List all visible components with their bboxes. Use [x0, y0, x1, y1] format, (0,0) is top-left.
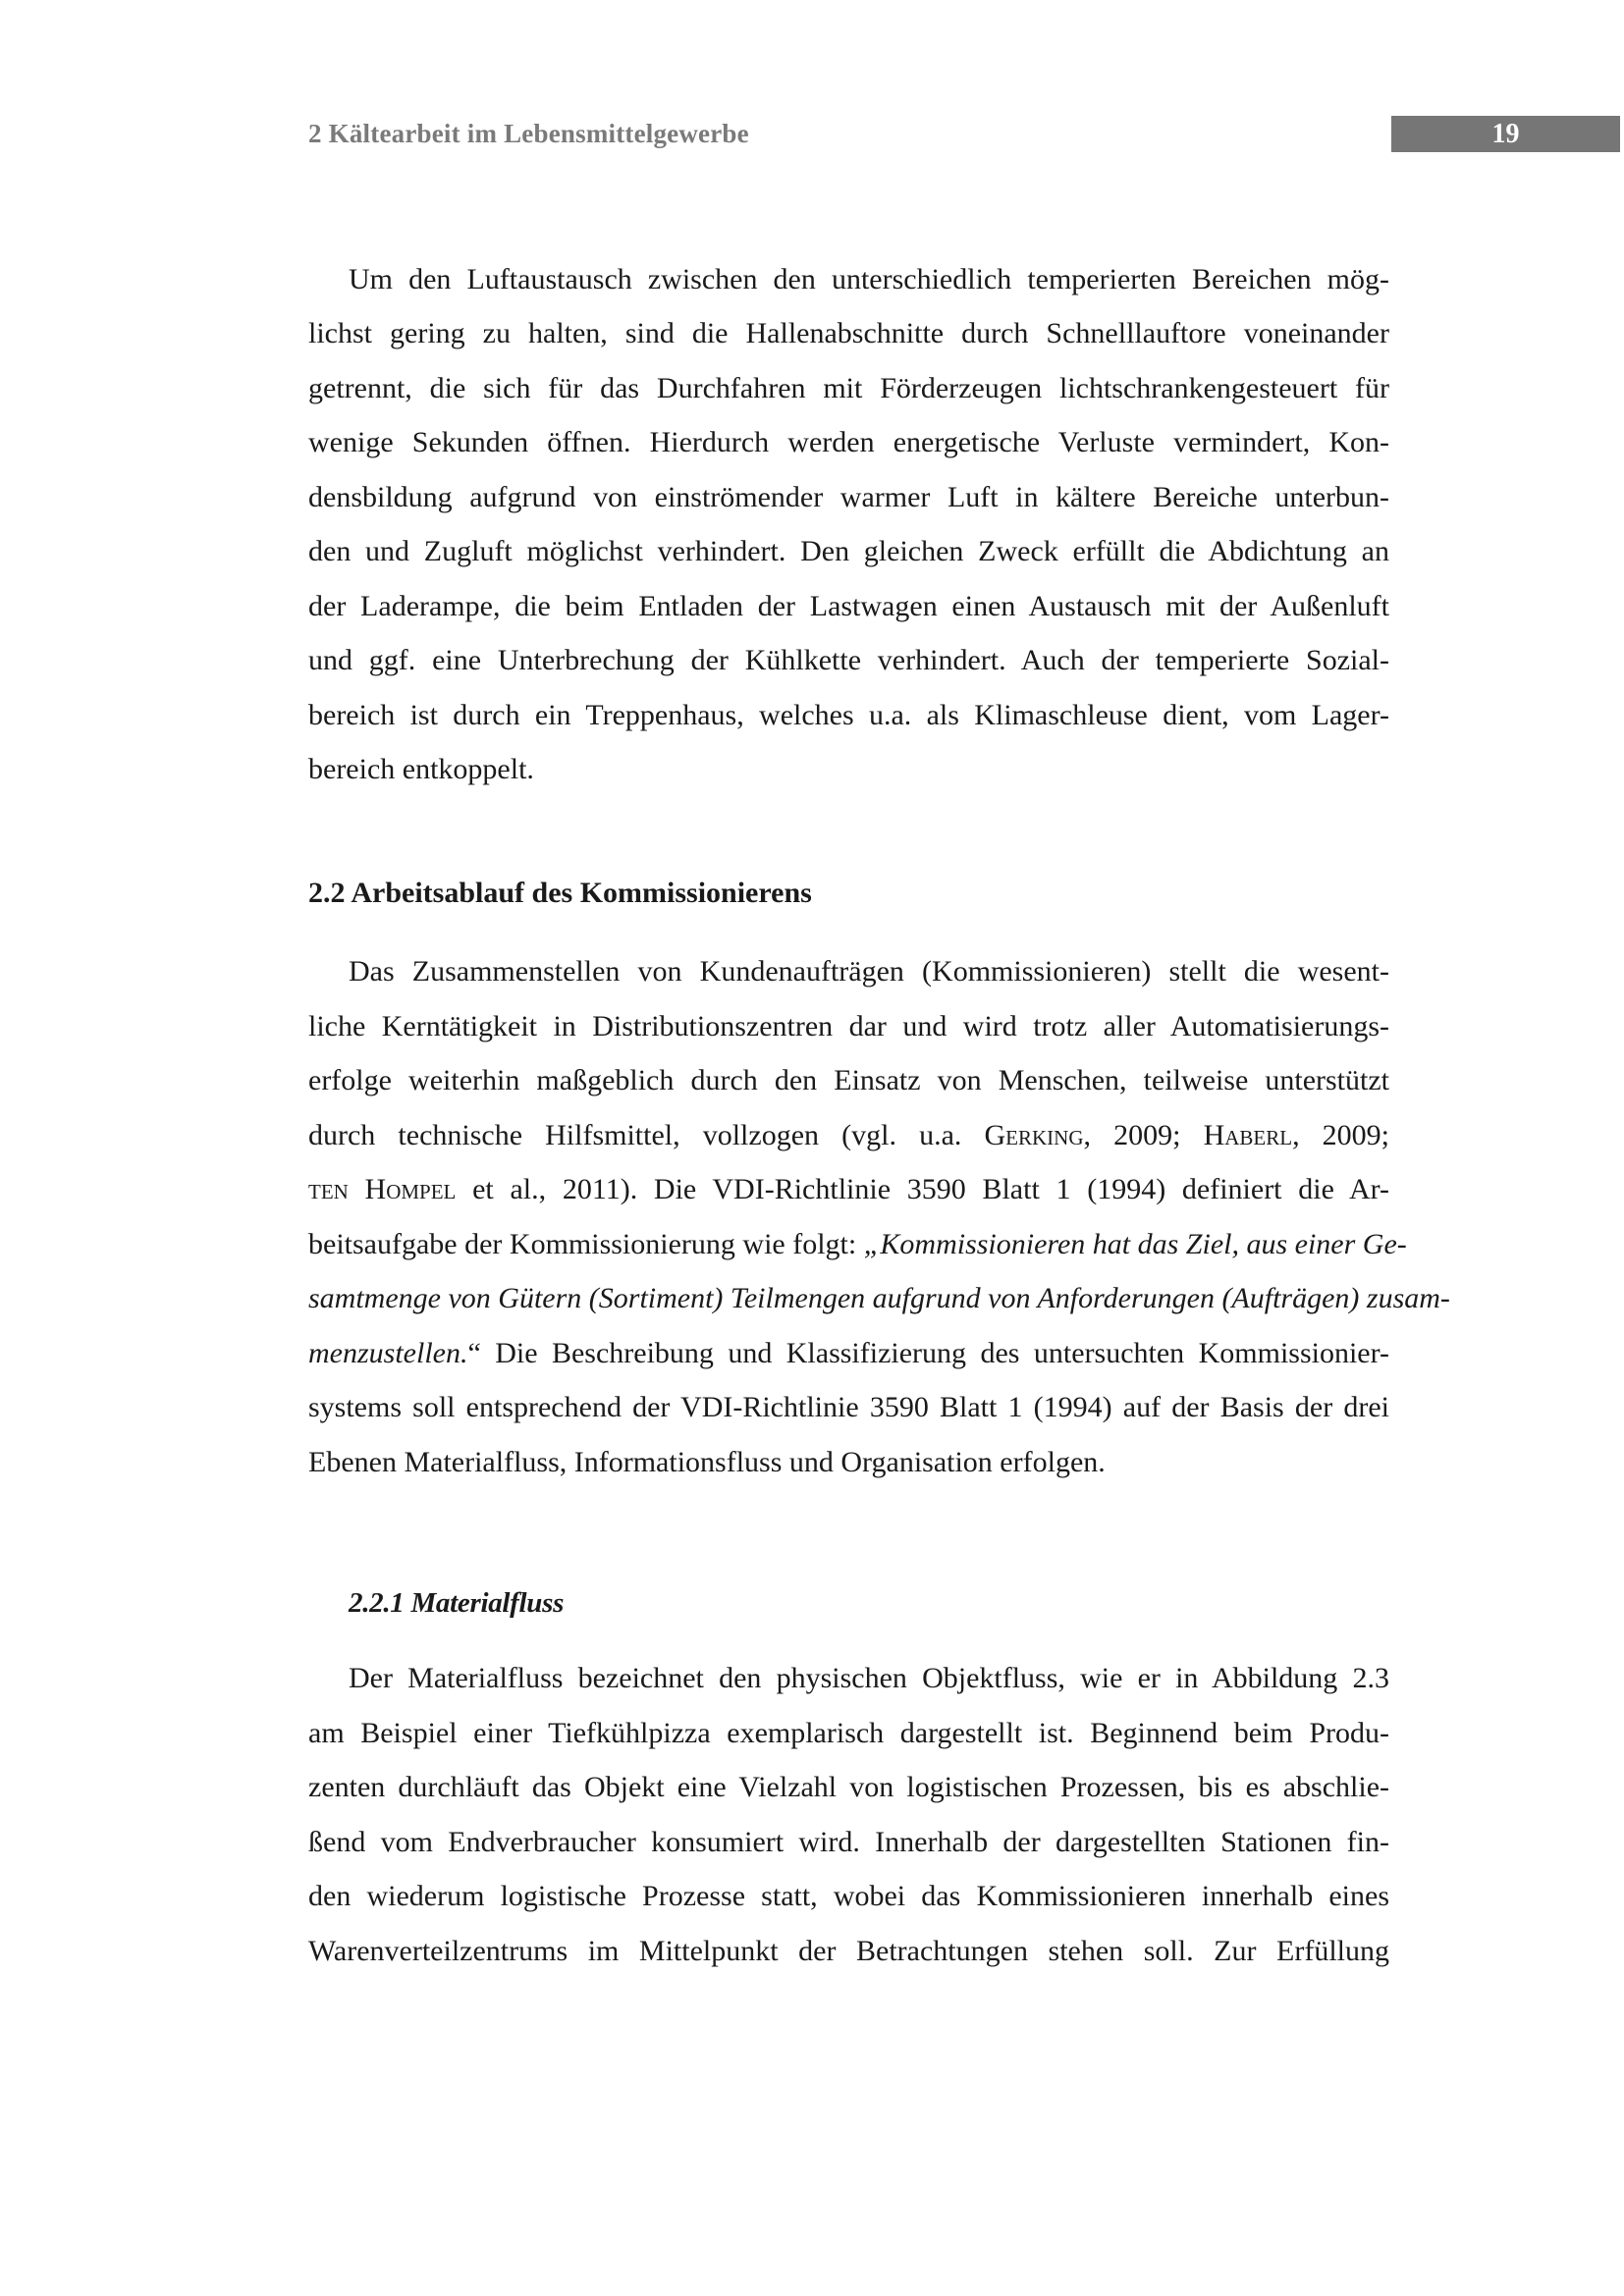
- citation-author: Gerking: [984, 1119, 1084, 1151]
- text-run: Ebenen Materialfluss, Informationsfluss und Organisation erfolgen.: [308, 1446, 1106, 1478]
- text-run: systems soll entsprechend der VDI-Richtlinie 3590 Blatt 1 (1994) auf der Basis der drei: [308, 1391, 1389, 1423]
- text-line: [308, 1116, 1389, 1155]
- text-line: [308, 1388, 1389, 1427]
- text-line: am Beispiel einer Tiefkühlpizza exemplarisch dargestellt ist. Beginnend beim Produ-: [308, 1717, 1389, 1749]
- citation-author: ten Hompel: [308, 1173, 457, 1205]
- text-line: [308, 1334, 1389, 1373]
- text-run: Das Zusammenstellen von Kundenaufträgen (Kommissionieren) stellt die wesent-: [349, 955, 1389, 988]
- text-line: Um den Luftaustausch zwischen den unterschiedlich temperierten Bereichen mög-: [349, 263, 1389, 295]
- text-line: [308, 1170, 1389, 1209]
- text-run: liche Kerntätigkeit in Distributionszentren dar und wird trotz aller Automatisierungs-: [308, 1010, 1389, 1042]
- text-line: ßend vom Endverbraucher konsumiert wird. Innerhalb der dargestellten Stationen fin-: [308, 1826, 1389, 1858]
- text-line: wenige Sekunden öffnen. Hierdurch werden energetische Verluste vermindert, Kon-: [308, 426, 1389, 458]
- text-run: erfolge weiterhin maßgeblich durch den Einsatz von Menschen, teilweise unterstützt: [308, 1064, 1389, 1096]
- text-line: Der Materialfluss bezeichnet den physischen Objektfluss, wie er in Abbildung 2.3: [349, 1662, 1389, 1694]
- text-line: und ggf. eine Unterbrechung der Kühlkette verhindert. Auch der temperierte Sozial-: [308, 644, 1389, 676]
- text-run: et al., 2011). Die VDI-Richtlinie 3590 Blatt 1 (1994) definiert die Ar-: [456, 1173, 1389, 1205]
- text-line: den und Zugluft möglichst verhindert. Den gleichen Zweck erfüllt die Abdichtung an: [308, 535, 1389, 567]
- text-line: [308, 1279, 1450, 1318]
- text-line: densbildung aufgrund von einströmender warmer Luft in kältere Bereiche unterbun-: [308, 481, 1389, 513]
- text-line: [349, 952, 1389, 991]
- text-line: der Laderampe, die beim Entladen der Lastwagen einen Austausch mit der Außenluft: [308, 590, 1389, 622]
- text-line: [308, 1225, 1407, 1264]
- text-line: Warenverteilzentrums im Mittelpunkt der Betrachtungen stehen soll. Zur Erfüllung: [308, 1935, 1389, 1967]
- quoted-definition: samtmenge von Gütern (Sortiment) Teilmengen aufgrund von Anforderungen (Aufträgen) zusam-: [308, 1282, 1450, 1314]
- page-number: 19: [1391, 116, 1620, 152]
- running-header-chapter-title: 2 Kältearbeit im Lebensmittelgewerbe: [308, 119, 749, 148]
- text-line: [308, 1443, 1389, 1482]
- text-run: , 2009;: [1292, 1119, 1390, 1151]
- text-run: durch technische Hilfsmittel, vollzogen (vgl. u.a.: [308, 1119, 985, 1151]
- text-line: bereich ist durch ein Treppenhaus, welches u.a. als Klimaschleuse dient, vom Lager-: [308, 699, 1389, 731]
- citation-author: Haberl: [1203, 1119, 1293, 1151]
- subsection-heading-2-2-1: 2.2.1 Materialfluss: [349, 1587, 565, 1619]
- text-line: [308, 1007, 1389, 1046]
- text-line: zenten durchläuft das Objekt eine Vielzahl von logistischen Prozessen, bis es abschlie-: [308, 1771, 1389, 1803]
- text-line: bereich entkoppelt.: [308, 753, 534, 785]
- text-run: , 2009;: [1083, 1119, 1204, 1151]
- quoted-definition: „Kommissionieren hat das Ziel, aus einer Ge-: [863, 1228, 1407, 1260]
- text-line: [308, 1061, 1389, 1100]
- text-run: beitsaufgabe der Kommissionierung wie folgt:: [308, 1228, 864, 1260]
- text-run: “ Die Beschreibung und Klassifizierung des untersuchten Kommissionier-: [467, 1337, 1389, 1369]
- text-line: den wiederum logistische Prozesse statt, wobei das Kommissionieren innerhalb eines: [308, 1880, 1389, 1912]
- text-line: getrennt, die sich für das Durchfahren mit Förderzeugen lichtschrankengesteuert für: [308, 372, 1389, 404]
- quoted-definition: menzustellen.: [308, 1337, 468, 1369]
- text-line: lichst gering zu halten, sind die Hallenabschnitte durch Schnelllauftore voneinander: [308, 317, 1389, 349]
- section-heading-2-2: 2.2 Arbeitsablauf des Kommissionierens: [308, 877, 812, 909]
